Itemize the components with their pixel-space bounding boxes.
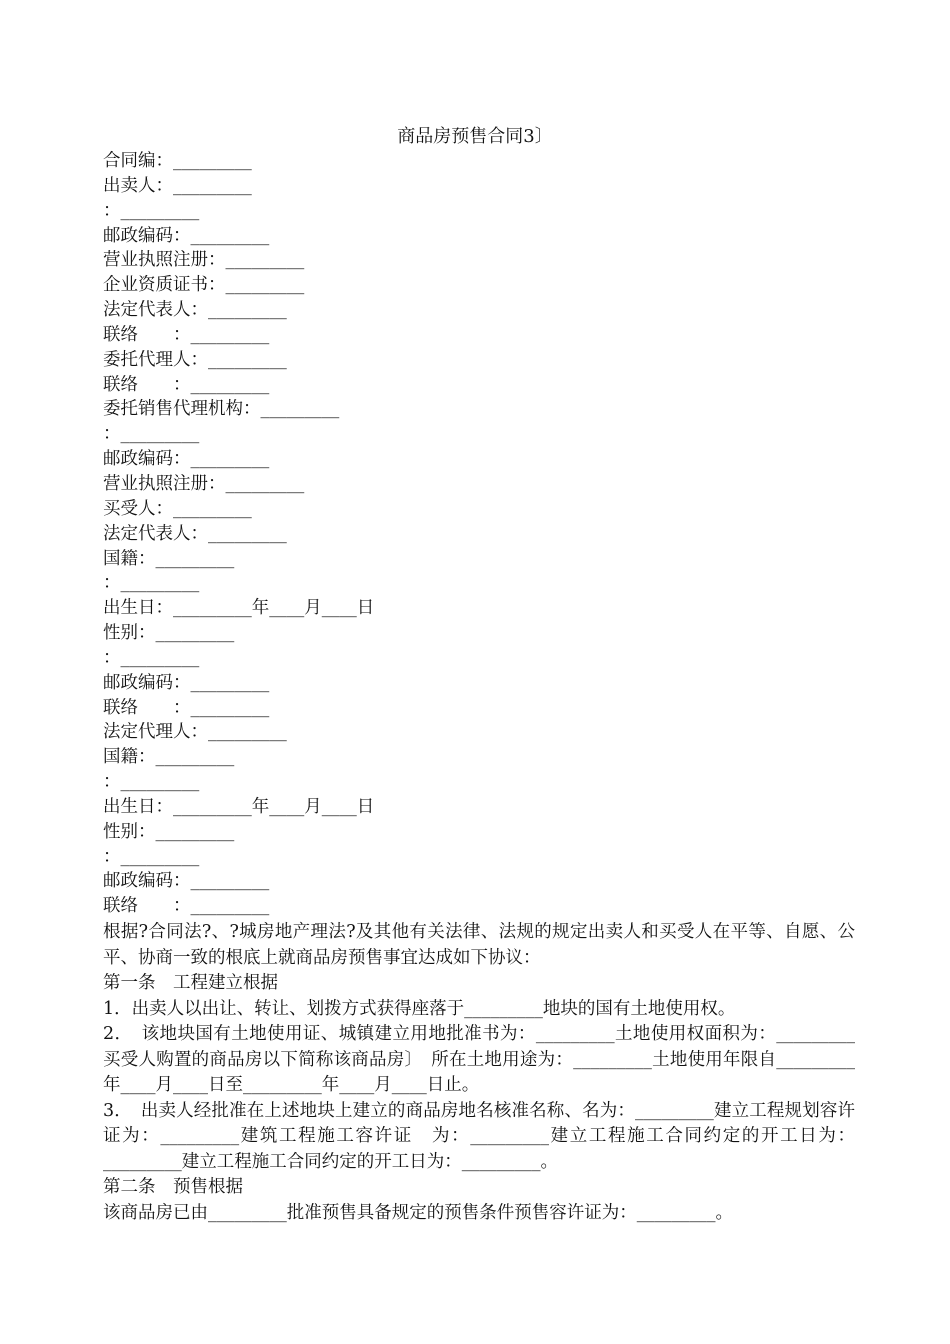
field-agent-contact: 联络 ：_________ [103, 896, 270, 917]
field-seller-postcode: 邮政编码：_________ [103, 225, 270, 246]
field-buyer-contact: 联络 ：_________ [103, 697, 270, 718]
document-title: 商品房预售合同3〕 [397, 126, 553, 147]
field-buyer-postcode: 邮政编码：_________ [103, 672, 270, 693]
field-buyer-birthdate: 出生日：_________年____月____日 [103, 598, 375, 619]
field-agent-postcode: 邮政编码：_________ [103, 871, 270, 892]
field-buyer-blank: ：_________ [103, 573, 200, 594]
field-buyer-gender: 性别：_________ [103, 623, 235, 644]
intro-paragraph: 根据?合同法?、?城房地产理法?及其他有关法律、法规的规定出卖人和买受人在平等、自愿、公平、协商一致的根底上就商品房预售事宜达成如下协议： [103, 922, 855, 968]
field-agent-nationality: 国籍：_________ [103, 747, 235, 768]
field-seller-blank: ：_________ [103, 200, 200, 221]
field-agent-birthdate: 出生日：_________年____月____日 [103, 796, 375, 817]
article-1-item-3: 3． 出卖人经批准在上述地块上建立的商品房地名核准名称、名为：_________建立工程规划容许证为：_________建筑工程施工容许证 为：_________建立工程施工合同约定的开工日为：_________建立工程施工合同约定的开工日为：_________。 [103, 1100, 855, 1172]
field-buyer-blank-2: ：_________ [103, 647, 200, 668]
field-agent-blank: ：_________ [103, 772, 200, 793]
party-fields [103, 149, 863, 919]
field-sales-agency: 委托销售代理机构：_________ [103, 399, 340, 420]
field-buyer: 买受人：_________ [103, 498, 252, 519]
field-buyer-legal-rep: 法定代表人：_________ [103, 523, 287, 544]
field-agency-blank: ：_________ [103, 424, 200, 445]
field-seller-legal-rep: 法定代表人：_________ [103, 300, 287, 321]
field-contract-number: 合同编：_________ [103, 151, 252, 171]
article-2-text: 该商品房已由_________批准预售具备规定的预售条件预售容许证为：_________。 [103, 1202, 733, 1223]
article-1-heading: 第一条 工程建立根据 [103, 973, 278, 993]
contract-body [103, 920, 855, 1226]
field-agent-blank-2: ：_________ [103, 846, 200, 867]
field-seller-qualification: 企业资质证书：_________ [103, 275, 305, 296]
field-buyer-nationality: 国籍：_________ [103, 548, 235, 569]
field-agency-business-license: 营业执照注册：_________ [103, 473, 305, 494]
field-agent-gender: 性别：_________ [103, 821, 235, 842]
article-1-item-1: 1．出卖人以出让、转让、划拨方式获得座落于_________地块的国有土地使用权。 [103, 998, 736, 1019]
field-seller-business-license: 营业执照注册：_________ [103, 250, 305, 271]
article-2-heading: 第二条 预售根据 [103, 1177, 243, 1197]
article-1-item-2: 2． 该地块国有土地使用证、城镇建立用地批准书为：_________土地使用权面积为：_________买受人购置的商品房以下简称该商品房〕 所在土地用途为：_________土地使用年限自_________年____月____日至_________年____月____日止。 [103, 1024, 855, 1095]
field-seller-agent: 委托代理人：_________ [103, 349, 287, 370]
field-agency-postcode: 邮政编码：_________ [103, 449, 270, 470]
field-seller-agent-contact: 联络 ：_________ [103, 374, 270, 395]
field-seller-contact: 联络 ：_________ [103, 324, 270, 345]
field-statutory-agent: 法定代理人：_________ [103, 722, 287, 743]
field-seller: 出卖人：_________ [103, 175, 252, 196]
